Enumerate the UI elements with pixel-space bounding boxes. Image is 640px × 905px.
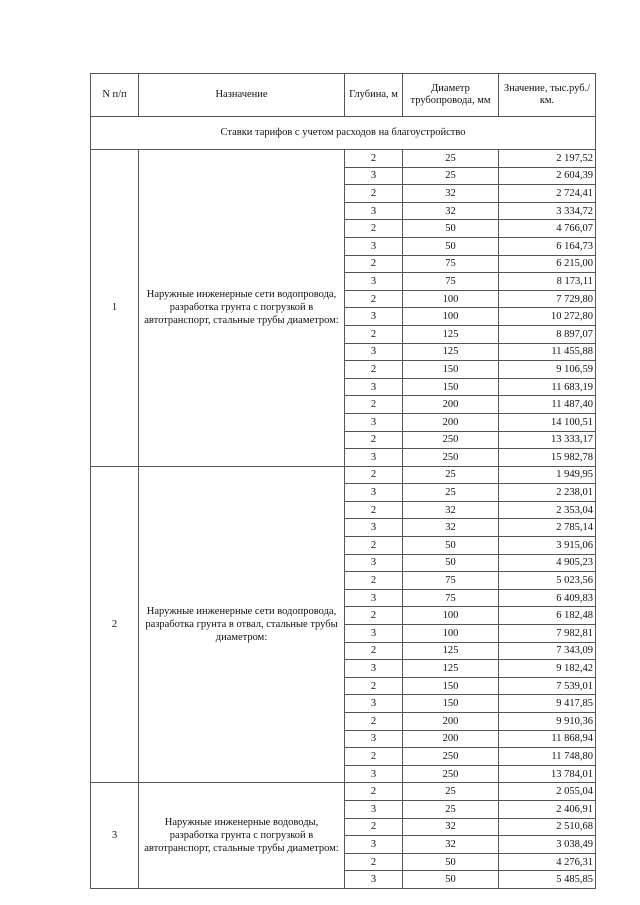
depth-cell: 3	[345, 449, 403, 467]
depth-cell: 3	[345, 167, 403, 185]
depth-cell: 2	[345, 713, 403, 731]
diameter-cell: 75	[403, 572, 499, 590]
table-row	[91, 783, 596, 801]
diameter-cell: 200	[403, 413, 499, 431]
depth-cell: 2	[345, 220, 403, 238]
value-cell: 14 100,51	[499, 413, 596, 431]
depth-cell: 3	[345, 871, 403, 889]
value-cell: 8 173,11	[499, 273, 596, 291]
diameter-cell: 150	[403, 361, 499, 379]
group-number: 3	[91, 783, 139, 889]
diameter-cell: 250	[403, 431, 499, 449]
diameter-cell: 125	[403, 325, 499, 343]
depth-cell: 3	[345, 237, 403, 255]
depth-cell: 2	[345, 537, 403, 555]
diameter-cell: 200	[403, 730, 499, 748]
diameter-cell: 32	[403, 501, 499, 519]
value-cell: 2 406,91	[499, 800, 596, 818]
depth-cell: 2	[345, 185, 403, 203]
depth-cell: 3	[345, 660, 403, 678]
depth-cell: 2	[345, 361, 403, 379]
header-diameter: Диаметр трубопровода, мм	[403, 74, 499, 117]
section-title: Ставки тарифов с учетом расходов на благоустройство	[91, 117, 596, 150]
diameter-cell: 100	[403, 625, 499, 643]
depth-cell: 2	[345, 677, 403, 695]
value-cell: 8 897,07	[499, 325, 596, 343]
diameter-cell: 200	[403, 396, 499, 414]
group-purpose: Наружные инженерные сети водопровода, разработка грунта в отвал, стальные трубы диаметром:	[139, 466, 345, 783]
depth-cell: 2	[345, 466, 403, 484]
value-cell: 9 182,42	[499, 660, 596, 678]
diameter-cell: 32	[403, 519, 499, 537]
diameter-cell: 25	[403, 150, 499, 168]
value-cell: 3 038,49	[499, 836, 596, 854]
depth-cell: 3	[345, 413, 403, 431]
diameter-cell: 150	[403, 378, 499, 396]
depth-cell: 2	[345, 642, 403, 660]
diameter-cell: 25	[403, 466, 499, 484]
diameter-cell: 75	[403, 273, 499, 291]
value-cell: 11 868,94	[499, 730, 596, 748]
depth-cell: 3	[345, 625, 403, 643]
depth-cell: 3	[345, 589, 403, 607]
depth-cell: 2	[345, 783, 403, 801]
group-purpose: Наружные инженерные сети водопровода, разработка грунта с погрузкой в автотранспорт, стальные трубы диаметром:	[139, 150, 345, 467]
diameter-cell: 32	[403, 836, 499, 854]
value-cell: 15 982,78	[499, 449, 596, 467]
depth-cell: 2	[345, 255, 403, 273]
table-row	[91, 150, 596, 168]
diameter-cell: 50	[403, 220, 499, 238]
value-cell: 9 910,36	[499, 713, 596, 731]
depth-cell: 3	[345, 836, 403, 854]
value-cell: 6 215,00	[499, 255, 596, 273]
depth-cell: 2	[345, 325, 403, 343]
value-cell: 2 353,04	[499, 501, 596, 519]
value-cell: 7 539,01	[499, 677, 596, 695]
section-row	[91, 117, 596, 150]
value-cell: 3 915,06	[499, 537, 596, 555]
diameter-cell: 25	[403, 484, 499, 502]
diameter-cell: 125	[403, 660, 499, 678]
value-cell: 7 343,09	[499, 642, 596, 660]
value-cell: 2 724,41	[499, 185, 596, 203]
value-cell: 2 055,04	[499, 783, 596, 801]
diameter-cell: 75	[403, 255, 499, 273]
value-cell: 3 334,72	[499, 202, 596, 220]
value-cell: 6 164,73	[499, 237, 596, 255]
depth-cell: 3	[345, 273, 403, 291]
value-cell: 11 748,80	[499, 748, 596, 766]
diameter-cell: 125	[403, 343, 499, 361]
diameter-cell: 32	[403, 202, 499, 220]
value-cell: 5 023,56	[499, 572, 596, 590]
depth-cell: 3	[345, 202, 403, 220]
value-cell: 2 604,39	[499, 167, 596, 185]
group-number: 1	[91, 150, 139, 467]
depth-cell: 3	[345, 343, 403, 361]
document-page	[90, 73, 595, 889]
depth-cell: 2	[345, 501, 403, 519]
header-row	[91, 74, 596, 117]
value-cell: 2 197,52	[499, 150, 596, 168]
diameter-cell: 200	[403, 713, 499, 731]
depth-cell: 3	[345, 800, 403, 818]
depth-cell: 3	[345, 519, 403, 537]
depth-cell: 2	[345, 572, 403, 590]
depth-cell: 3	[345, 765, 403, 783]
depth-cell: 2	[345, 853, 403, 871]
diameter-cell: 50	[403, 853, 499, 871]
diameter-cell: 32	[403, 818, 499, 836]
header-depth: Глубина, м	[345, 74, 403, 117]
table-body	[91, 117, 596, 889]
diameter-cell: 150	[403, 677, 499, 695]
depth-cell: 3	[345, 730, 403, 748]
diameter-cell: 25	[403, 167, 499, 185]
depth-cell: 2	[345, 396, 403, 414]
depth-cell: 3	[345, 308, 403, 326]
diameter-cell: 125	[403, 642, 499, 660]
value-cell: 11 683,19	[499, 378, 596, 396]
diameter-cell: 250	[403, 449, 499, 467]
value-cell: 9 417,85	[499, 695, 596, 713]
depth-cell: 3	[345, 378, 403, 396]
value-cell: 11 455,88	[499, 343, 596, 361]
table-row	[91, 466, 596, 484]
header-num: N п/п	[91, 74, 139, 117]
value-cell: 11 487,40	[499, 396, 596, 414]
value-cell: 2 510,68	[499, 818, 596, 836]
depth-cell: 2	[345, 748, 403, 766]
depth-cell: 3	[345, 695, 403, 713]
depth-cell: 2	[345, 818, 403, 836]
depth-cell: 2	[345, 150, 403, 168]
diameter-cell: 50	[403, 237, 499, 255]
header-purpose: Назначение	[139, 74, 345, 117]
diameter-cell: 100	[403, 308, 499, 326]
value-cell: 2 238,01	[499, 484, 596, 502]
value-cell: 6 409,83	[499, 589, 596, 607]
depth-cell: 2	[345, 607, 403, 625]
depth-cell: 3	[345, 484, 403, 502]
value-cell: 1 949,95	[499, 466, 596, 484]
diameter-cell: 50	[403, 871, 499, 889]
value-cell: 10 272,80	[499, 308, 596, 326]
diameter-cell: 250	[403, 748, 499, 766]
value-cell: 4 905,23	[499, 554, 596, 572]
value-cell: 4 766,07	[499, 220, 596, 238]
diameter-cell: 75	[403, 589, 499, 607]
value-cell: 2 785,14	[499, 519, 596, 537]
diameter-cell: 150	[403, 695, 499, 713]
tariff-table	[90, 73, 596, 889]
diameter-cell: 25	[403, 800, 499, 818]
value-cell: 5 485,85	[499, 871, 596, 889]
value-cell: 13 333,17	[499, 431, 596, 449]
diameter-cell: 50	[403, 537, 499, 555]
value-cell: 13 784,01	[499, 765, 596, 783]
depth-cell: 2	[345, 431, 403, 449]
diameter-cell: 32	[403, 185, 499, 203]
value-cell: 6 182,48	[499, 607, 596, 625]
group-number: 2	[91, 466, 139, 783]
diameter-cell: 25	[403, 783, 499, 801]
value-cell: 7 982,81	[499, 625, 596, 643]
diameter-cell: 50	[403, 554, 499, 572]
group-purpose: Наружные инженерные водоводы, разработка грунта с погрузкой в автотранспорт, стальные трубы диаметром:	[139, 783, 345, 889]
depth-cell: 2	[345, 290, 403, 308]
value-cell: 9 106,59	[499, 361, 596, 379]
diameter-cell: 250	[403, 765, 499, 783]
value-cell: 4 276,31	[499, 853, 596, 871]
value-cell: 7 729,80	[499, 290, 596, 308]
diameter-cell: 100	[403, 607, 499, 625]
depth-cell: 3	[345, 554, 403, 572]
diameter-cell: 100	[403, 290, 499, 308]
header-value: Значение, тыс.руб./км.	[499, 74, 596, 117]
